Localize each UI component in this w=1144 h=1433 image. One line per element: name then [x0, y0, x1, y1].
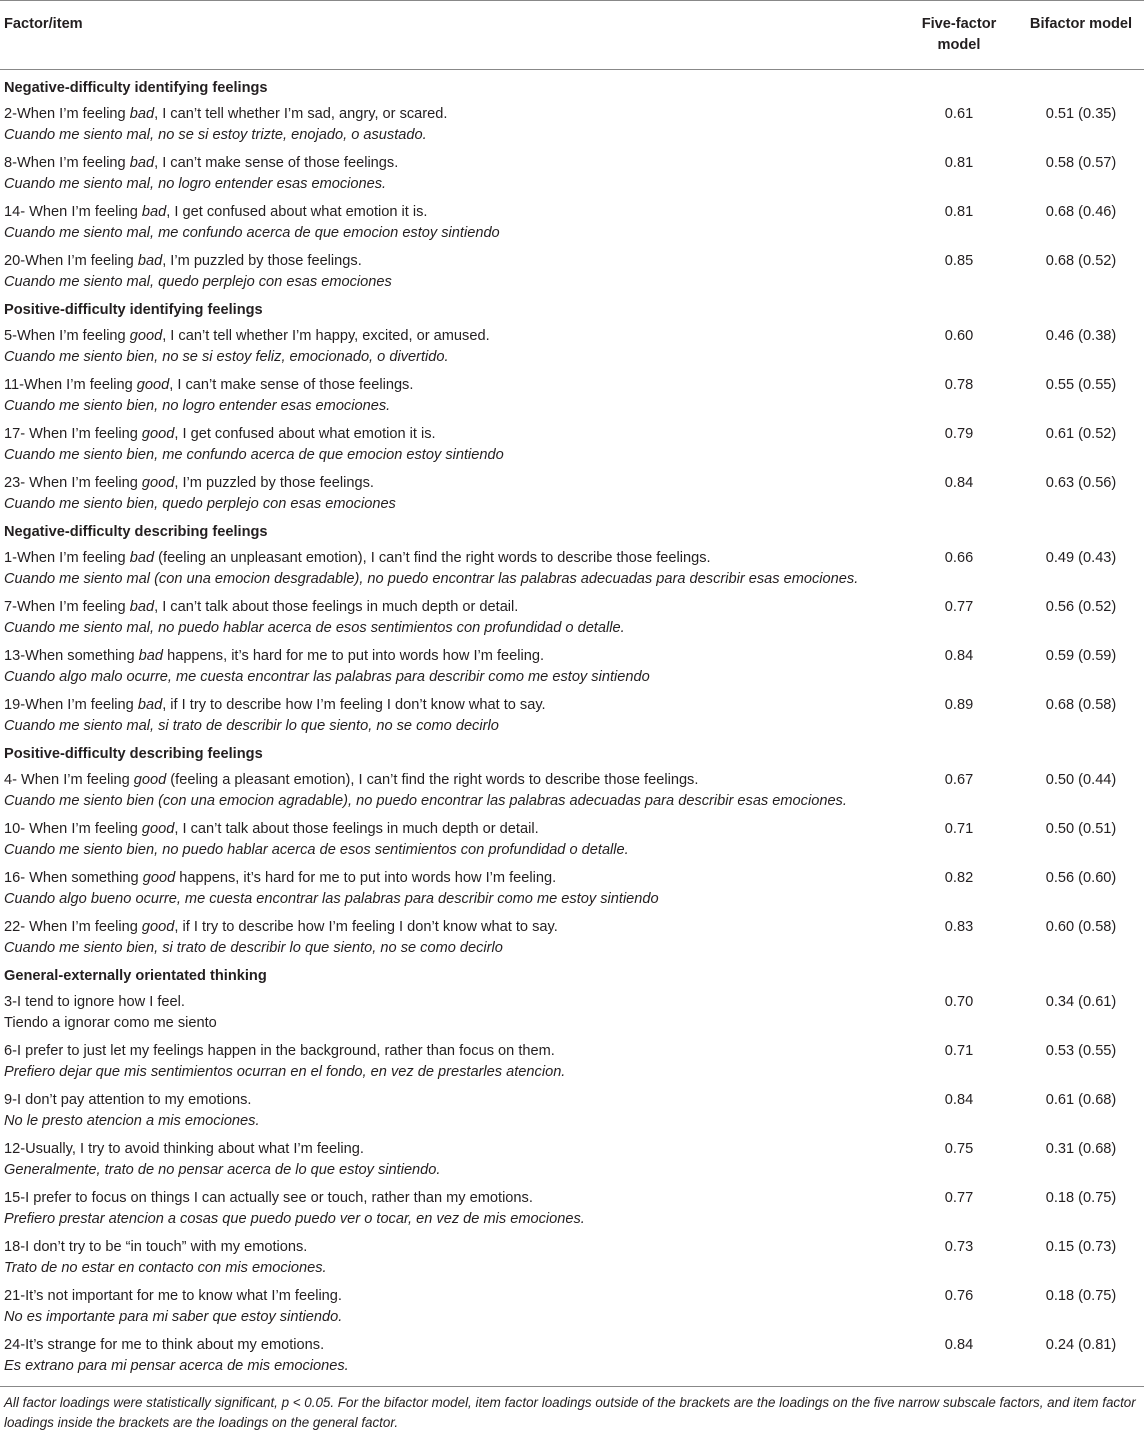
section-header-row — [0, 70, 1144, 98]
item-text-cell — [0, 541, 900, 590]
item-text-post: (feeling a pleasant emotion), I can’t find the right words to describe those feelings. — [166, 772, 699, 788]
item-text-post: happens, it’s hard for me to put into words how I’m feeling. — [175, 870, 557, 886]
item-english-text — [4, 548, 900, 569]
section-header-row — [0, 959, 1144, 985]
five-factor-loading: 0.70 — [944, 994, 974, 1010]
item-text-cell — [0, 1083, 900, 1132]
item-text-pre: 13-When something — [4, 648, 139, 664]
item-text-pre: 22- When I’m feeling — [4, 919, 142, 935]
section-header-row — [0, 515, 1144, 541]
item-text-emphasis: bad — [138, 648, 164, 664]
item-text-cell — [0, 1132, 900, 1181]
item-spanish-text: Cuando me siento bien, no logro entender esas emociones. — [4, 398, 391, 414]
item-text-pre: 15-I prefer to focus on things I can actually see or touch, rather than my emotions. — [4, 1190, 533, 1206]
item-spanish-text: Cuando me siento bien, no se si estoy feliz, emocionado, o divertido. — [4, 349, 449, 365]
item-text-cell — [0, 417, 900, 466]
item-text-cell — [0, 1034, 900, 1083]
item-text-emphasis: bad — [129, 550, 155, 566]
item-text-cell — [0, 985, 900, 1034]
section-title: General-externally orientated thinking — [4, 968, 267, 984]
item-text-cell — [0, 763, 900, 812]
section-title: Positive-difficulty identifying feelings — [4, 302, 263, 318]
bifactor-loading: 0.56 (0.52) — [1045, 599, 1117, 615]
item-english-text — [4, 917, 900, 938]
bifactor-loading: 0.61 (0.52) — [1045, 426, 1117, 442]
item-english-text — [4, 819, 900, 840]
item-spanish-text: Cuando me siento mal, no logro entender esas emociones. — [4, 176, 387, 192]
table-row — [0, 1132, 1144, 1181]
five-factor-loading: 0.77 — [944, 1190, 974, 1206]
item-spanish-text: Prefiero prestar atencion a cosas que puedo puedo ver o tocar, en vez de mis emociones. — [4, 1211, 585, 1227]
item-spanish-text: No le presto atencion a mis emociones. — [4, 1113, 260, 1129]
item-text-post: , I can’t make sense of those feelings. — [169, 377, 414, 393]
item-text-cell — [0, 195, 900, 244]
table-row — [0, 1083, 1144, 1132]
table-header — [0, 1, 1144, 70]
item-text-cell — [0, 1279, 900, 1328]
item-text-emphasis: good — [141, 426, 175, 442]
item-text-emphasis: bad — [137, 253, 163, 269]
bifactor-loading: 0.53 (0.55) — [1045, 1043, 1117, 1059]
five-factor-loading: 0.67 — [944, 772, 974, 788]
item-text-cell — [0, 244, 900, 293]
item-spanish-text: Trato de no estar en contacto con mis emociones. — [4, 1260, 327, 1276]
item-text-cell — [0, 97, 900, 146]
section-title: Positive-difficulty describing feelings — [4, 746, 263, 762]
item-text-post: , I’m puzzled by those feelings. — [174, 475, 374, 491]
item-text-pre: 16- When something — [4, 870, 143, 886]
item-spanish-text: Tiendo a ignorar como me siento — [4, 1015, 217, 1031]
bifactor-loading: 0.46 (0.38) — [1045, 328, 1117, 344]
item-text-post: happens, it’s hard for me to put into words how I’m feeling. — [163, 648, 545, 664]
section-header-row — [0, 737, 1144, 763]
item-text-cell — [0, 861, 900, 910]
item-text-emphasis: bad — [129, 155, 155, 171]
item-spanish-text: Es extrano para mi pensar acerca de mis emociones. — [4, 1358, 349, 1374]
item-spanish-text: Cuando me siento mal (con una emocion desgradable), no puedo encontrar las palabras adecuadas para describir esas emociones. — [4, 571, 859, 587]
table-row — [0, 1181, 1144, 1230]
item-text-emphasis: good — [136, 377, 170, 393]
item-text-emphasis: good — [133, 772, 167, 788]
item-english-text — [4, 646, 900, 667]
item-spanish-text: Cuando algo malo ocurre, me cuesta encontrar las palabras para describir como me estoy sintiendo — [4, 669, 650, 685]
item-spanish-text: Cuando me siento mal, si trato de describir lo que siento, no se como decirlo — [4, 718, 499, 734]
item-text-pre: 23- When I’m feeling — [4, 475, 142, 491]
item-spanish-text: Cuando me siento bien (con una emocion agradable), no puedo encontrar las palabras adecuadas para describir esas emociones. — [4, 793, 847, 809]
five-factor-loading: 0.84 — [944, 1337, 974, 1353]
bifactor-loading: 0.34 (0.61) — [1045, 994, 1117, 1010]
bifactor-loading: 0.51 (0.35) — [1045, 106, 1117, 122]
bifactor-loading: 0.31 (0.68) — [1045, 1141, 1117, 1157]
bifactor-loading: 0.68 (0.58) — [1045, 697, 1117, 713]
table-row — [0, 244, 1144, 293]
bifactor-loading: 0.15 (0.73) — [1045, 1239, 1117, 1255]
header-five-factor-model: Five-factor model — [921, 16, 997, 53]
item-spanish-text: Cuando me siento mal, no se si estoy trizte, enojado, o asustado. — [4, 127, 427, 143]
item-text-post: , if I try to describe how I’m feeling I don’t know what to say. — [162, 697, 546, 713]
table-row — [0, 590, 1144, 639]
item-spanish-text: Cuando me siento bien, si trato de describir lo que siento, no se como decirlo — [4, 940, 503, 956]
item-english-text — [4, 1139, 900, 1160]
item-english-text — [4, 326, 900, 347]
five-factor-loading: 0.77 — [944, 599, 974, 615]
table-row — [0, 1230, 1144, 1279]
table-row — [0, 195, 1144, 244]
item-spanish-text: Cuando me siento bien, quedo perplejo con esas emociones — [4, 496, 396, 512]
item-text-pre: 24-It’s strange for me to think about my emotions. — [4, 1337, 325, 1353]
item-text-post: (feeling an unpleasant emotion), I can’t find the right words to describe those feelings. — [154, 550, 711, 566]
item-text-pre: 21-It’s not important for me to know what I’m feeling. — [4, 1288, 342, 1304]
table-row — [0, 688, 1144, 737]
item-english-text — [4, 473, 900, 494]
five-factor-loading: 0.85 — [944, 253, 974, 269]
five-factor-loading: 0.82 — [944, 870, 974, 886]
item-english-text — [4, 375, 900, 396]
table-row — [0, 861, 1144, 910]
item-text-pre: 3-I tend to ignore how I feel. — [4, 994, 185, 1010]
five-factor-loading: 0.83 — [944, 919, 974, 935]
table-row — [0, 910, 1144, 959]
item-spanish-text: No es importante para mi saber que estoy sintiendo. — [4, 1309, 343, 1325]
item-text-cell — [0, 910, 900, 959]
five-factor-loading: 0.60 — [944, 328, 974, 344]
item-text-emphasis: bad — [137, 697, 163, 713]
item-text-emphasis: bad — [129, 599, 155, 615]
item-english-text — [4, 1335, 900, 1356]
item-text-post: , if I try to describe how I’m feeling I don’t know what to say. — [174, 919, 558, 935]
table-row — [0, 812, 1144, 861]
table-row — [0, 466, 1144, 515]
table-row — [0, 541, 1144, 590]
bifactor-loading: 0.68 (0.52) — [1045, 253, 1117, 269]
item-spanish-text: Cuando me siento bien, no puedo hablar acerca de esos sentimientos con profundidad o detalle. — [4, 842, 629, 858]
five-factor-loading: 0.81 — [944, 204, 974, 220]
table-body — [0, 70, 1144, 1387]
item-english-text — [4, 992, 900, 1013]
five-factor-loading: 0.71 — [944, 821, 974, 837]
item-spanish-text: Cuando algo bueno ocurre, me cuesta encontrar las palabras para describir como me estoy sintiendo — [4, 891, 659, 907]
bifactor-loading: 0.50 (0.44) — [1045, 772, 1117, 788]
item-text-post: , I can’t tell whether I’m happy, excited, or amused. — [162, 328, 490, 344]
item-text-emphasis: good — [141, 821, 175, 837]
item-english-text — [4, 153, 900, 174]
item-text-cell — [0, 1181, 900, 1230]
item-text-cell — [0, 466, 900, 515]
item-text-cell — [0, 639, 900, 688]
header-factor-item: Factor/item — [4, 16, 83, 32]
item-text-cell — [0, 146, 900, 195]
table-row — [0, 368, 1144, 417]
five-factor-loading: 0.76 — [944, 1288, 974, 1304]
item-text-pre: 11-When I’m feeling — [4, 377, 137, 393]
item-english-text — [4, 424, 900, 445]
item-text-pre: 10- When I’m feeling — [4, 821, 142, 837]
item-text-cell — [0, 590, 900, 639]
header-bifactor-model: Bifactor model — [1029, 16, 1133, 32]
bifactor-loading: 0.61 (0.68) — [1045, 1092, 1117, 1108]
item-spanish-text: Cuando me siento mal, me confundo acerca de que emocion estoy sintiendo — [4, 225, 500, 241]
five-factor-loading: 0.81 — [944, 155, 974, 171]
item-text-post: , I get confused about what emotion it is. — [174, 426, 436, 442]
table-row — [0, 319, 1144, 368]
item-text-post: , I get confused about what emotion it is. — [166, 204, 428, 220]
item-text-pre: 20-When I’m feeling — [4, 253, 138, 269]
item-english-text — [4, 202, 900, 223]
table-row — [0, 1328, 1144, 1387]
item-text-pre: 17- When I’m feeling — [4, 426, 142, 442]
five-factor-loading: 0.66 — [944, 550, 974, 566]
table-row — [0, 1279, 1144, 1328]
five-factor-loading: 0.84 — [944, 1092, 974, 1108]
section-title: Negative-difficulty identifying feelings — [4, 80, 268, 96]
five-factor-loading: 0.75 — [944, 1141, 974, 1157]
item-text-emphasis: bad — [129, 106, 155, 122]
bifactor-loading: 0.58 (0.57) — [1045, 155, 1117, 171]
five-factor-loading: 0.79 — [944, 426, 974, 442]
bifactor-loading: 0.24 (0.81) — [1045, 1337, 1117, 1353]
item-text-pre: 14- When I’m feeling — [4, 204, 142, 220]
table-row — [0, 417, 1144, 466]
five-factor-loading: 0.84 — [944, 475, 974, 491]
item-spanish-text: Generalmente, trato de no pensar acerca de lo que estoy sintiendo. — [4, 1162, 441, 1178]
item-english-text — [4, 1237, 900, 1258]
bifactor-loading: 0.63 (0.56) — [1045, 475, 1117, 491]
item-text-pre: 1-When I’m feeling — [4, 550, 130, 566]
item-text-emphasis: good — [142, 870, 176, 886]
item-english-text — [4, 1090, 900, 1111]
five-factor-loading: 0.71 — [944, 1043, 974, 1059]
item-text-post: , I can’t make sense of those feelings. — [154, 155, 399, 171]
item-text-pre: 5-When I’m feeling — [4, 328, 130, 344]
item-text-cell — [0, 812, 900, 861]
table-row — [0, 1034, 1144, 1083]
bifactor-loading: 0.55 (0.55) — [1045, 377, 1117, 393]
bifactor-loading: 0.18 (0.75) — [1045, 1288, 1117, 1304]
five-factor-loading: 0.73 — [944, 1239, 974, 1255]
item-english-text — [4, 868, 900, 889]
item-text-emphasis: good — [129, 328, 163, 344]
item-text-post: , I’m puzzled by those feelings. — [162, 253, 362, 269]
item-text-pre: 18-I don’t try to be “in touch” with my emotions. — [4, 1239, 308, 1255]
item-text-post: , I can’t tell whether I’m sad, angry, or scared. — [154, 106, 448, 122]
item-text-emphasis: bad — [141, 204, 167, 220]
item-spanish-text: Cuando me siento bien, me confundo acerca de que emocion estoy sintiendo — [4, 447, 504, 463]
item-english-text — [4, 104, 900, 125]
item-spanish-text: Cuando me siento mal, quedo perplejo con esas emociones — [4, 274, 392, 290]
item-text-cell — [0, 688, 900, 737]
item-english-text — [4, 597, 900, 618]
bifactor-loading: 0.59 (0.59) — [1045, 648, 1117, 664]
item-text-cell — [0, 1230, 900, 1279]
item-text-pre: 7-When I’m feeling — [4, 599, 130, 615]
item-english-text — [4, 1041, 900, 1062]
item-text-pre: 2-When I’m feeling — [4, 106, 130, 122]
item-text-emphasis: good — [141, 475, 175, 491]
table-row — [0, 763, 1144, 812]
item-english-text — [4, 770, 900, 791]
item-text-cell — [0, 368, 900, 417]
five-factor-loading: 0.61 — [944, 106, 974, 122]
bifactor-loading: 0.49 (0.43) — [1045, 550, 1117, 566]
section-title: Negative-difficulty describing feelings — [4, 524, 268, 540]
table-row — [0, 985, 1144, 1034]
item-spanish-text: Cuando me siento mal, no puedo hablar acerca de esos sentimientos con profundidad o detalle. — [4, 620, 625, 636]
item-text-pre: 12-Usually, I try to avoid thinking about what I’m feeling. — [4, 1141, 364, 1157]
item-text-pre: 6-I prefer to just let my feelings happen in the background, rather than focus on them. — [4, 1043, 555, 1059]
item-english-text — [4, 1188, 900, 1209]
item-text-post: , I can’t talk about those feelings in much depth or detail. — [154, 599, 519, 615]
section-header-row — [0, 293, 1144, 319]
item-english-text — [4, 695, 900, 716]
item-english-text — [4, 251, 900, 272]
table-row — [0, 639, 1144, 688]
five-factor-loading: 0.89 — [944, 697, 974, 713]
item-text-pre: 9-I don’t pay attention to my emotions. — [4, 1092, 252, 1108]
table-row — [0, 97, 1144, 146]
bifactor-loading: 0.18 (0.75) — [1045, 1190, 1117, 1206]
five-factor-loading: 0.84 — [944, 648, 974, 664]
item-spanish-text: Prefiero dejar que mis sentimientos ocurran en el fondo, en vez de prestarles atencion. — [4, 1064, 566, 1080]
bifactor-loading: 0.68 (0.46) — [1045, 204, 1117, 220]
bifactor-loading: 0.50 (0.51) — [1045, 821, 1117, 837]
item-text-pre: 8-When I’m feeling — [4, 155, 130, 171]
header-row — [0, 1, 1144, 70]
table-row — [0, 146, 1144, 195]
item-text-pre: 19-When I’m feeling — [4, 697, 138, 713]
table-footnote: All factor loadings were statistically significant, p < 0.05. For the bifactor model, item factor loadings outside of the brackets are the loadings on the five narrow subscale factors, and item factor loadings inside the brackets are the loadings on the general factor. — [4, 1395, 1136, 1430]
item-english-text — [4, 1286, 900, 1307]
item-text-post: , I can’t talk about those feelings in much depth or detail. — [174, 821, 539, 837]
bifactor-loading: 0.60 (0.58) — [1045, 919, 1117, 935]
item-text-cell — [0, 1328, 900, 1387]
item-text-pre: 4- When I’m feeling — [4, 772, 134, 788]
item-text-cell — [0, 319, 900, 368]
five-factor-loading: 0.78 — [944, 377, 974, 393]
bifactor-loading: 0.56 (0.60) — [1045, 870, 1117, 886]
item-text-emphasis: good — [141, 919, 175, 935]
